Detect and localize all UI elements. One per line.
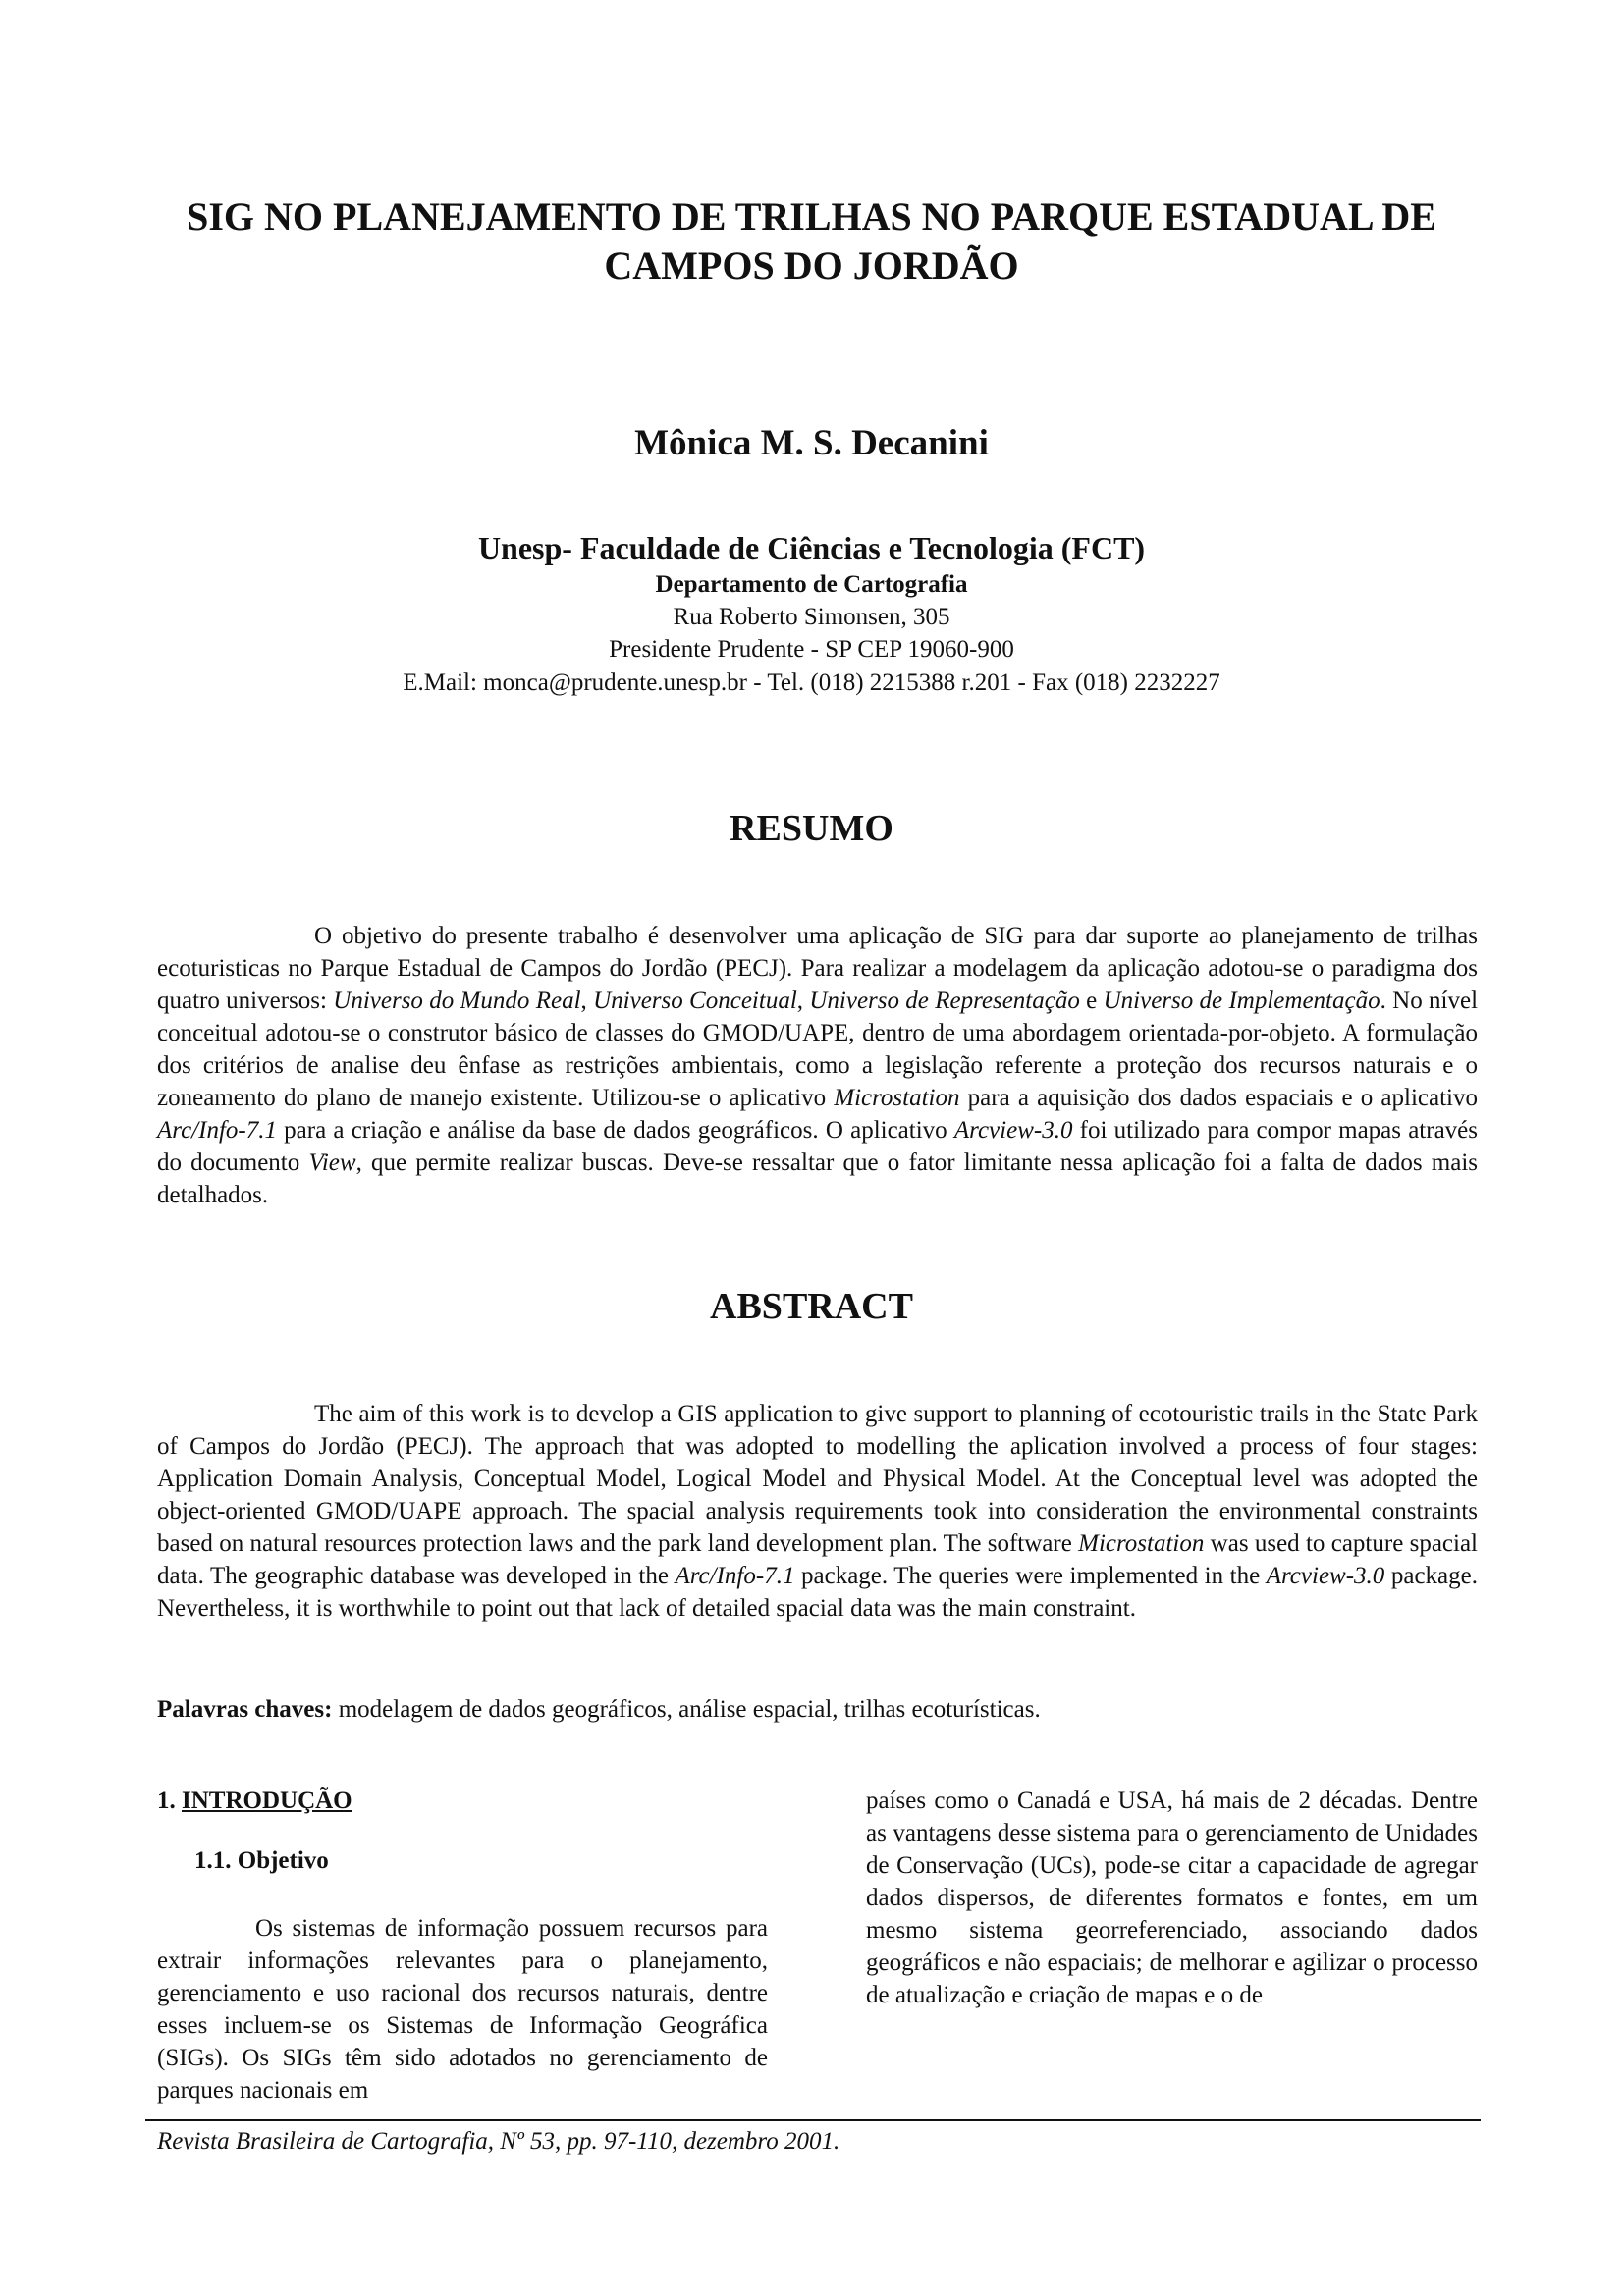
- term-universo-mundo-real: Universo do Mundo Real: [333, 988, 581, 1014]
- term-arcview: Arcview-3.0: [953, 1117, 1073, 1144]
- term-arcinfo: Arc/Info-7.1: [157, 1117, 277, 1144]
- intro-paragraph-right: países como o Canadá e USA, há mais de 2 décadas. Dentre as vantagens desse sistema para o gerenciamento de Unidades de Conservação (UCs), pode-se citar a capacidade de agregar dados dispersos, de diferentes formatos e fontes, em um mesmo sistema georreferenciado, associando dados geográficos e não espaciais; de melhorar e agilizar o processo de atualização e criação de mapas e o de: [866, 1788, 1478, 2008]
- term-view: View: [308, 1149, 356, 1176]
- term-arcview: Arcview-3.0: [1266, 1563, 1385, 1589]
- term-universo-representacao: Universo de Representação: [809, 988, 1080, 1014]
- affiliation-address: Rua Roberto Simonsen, 305: [673, 604, 950, 630]
- intro-right-column: [866, 1785, 1478, 2011]
- abstract-paragraph: The aim of this work is to develop a GIS application to give support to planning of ecotouristic trails in the State Park of Campos do Jordão (PECJ). The approach that was adopted to modelling the aplication involved a process of four stages: Application Domain Analysis, Conceptual Model, Logical Model and Physical Model. At the Conceptual level was adopted the object-oriented GMOD/UAPE approach. The spacial analysis requirements took into consideration the environmental constraints based on natural resources protection laws and the park land development plan. The software Microstation was used to capture spacial data. The geographic database was developed in the Arc/Info-7.1 package. The queries were implemented in the Arcview-3.0 package. Nevertheless, it is worthwhile to point out that lack of detailed spacial data was the main constraint.: [157, 1401, 1478, 1622]
- affiliation-city: Presidente Prudente - SP CEP 19060-900: [609, 636, 1014, 663]
- term-arcinfo: Arc/Info-7.1: [675, 1563, 795, 1589]
- abstract-heading: ABSTRACT: [710, 1286, 913, 1327]
- affiliation-contact: E.Mail: monca@prudente.unesp.br - Tel. (018) 2215388 r.201 - Fax (018) 2232227: [403, 669, 1220, 696]
- title-line-1: SIG NO PLANEJAMENTO DE TRILHAS NO PARQUE ESTADUAL DE: [187, 194, 1436, 239]
- footer-divider: [145, 2119, 1481, 2121]
- term-microstation: Microstation: [834, 1085, 960, 1111]
- term-universo-conceitual: Universo Conceitual: [593, 988, 797, 1014]
- intro-paragraph-left: Os sistemas de informação possuem recursos para extrair informações relevantes para o planejamento, gerenciamento e uso racional dos recursos naturais, dentre esses incluem-se os Sistemas de Informação Geográfica (SIGs). Os SIGs têm sido adotados no gerenciamento de parques nacionais em: [157, 1915, 768, 2104]
- author-name: Mônica M. S. Decanini: [634, 423, 989, 463]
- resumo-heading: RESUMO: [730, 808, 893, 849]
- affiliation-department: Departamento de Cartografia: [655, 571, 968, 598]
- affiliation-institution: Unesp- Faculdade de Ciências e Tecnologia (FCT): [477, 530, 1146, 565]
- section-1-heading: 1. INTRODUÇÃO: [157, 1788, 352, 1814]
- resumo-paragraph: O objetivo do presente trabalho é desenvolver uma aplicação de SIG para dar suporte ao planejamento de trilhas ecoturisticas no Parque Estadual de Campos do Jordão (PECJ). Para realizar a modelagem da aplicação adotou-se o paradigma dos quatro universos: Universo do Mundo Real, Universo Conceitual, Universo de Representação e Universo de Implementação. No nível conceitual adotou-se o construtor básico de classes do GMOD/UAPE, dentro de uma abordagem orientada-por-objeto. A formulação dos critérios de analise deu ênfase as restrições ambientais, como a legislação referente a proteção dos recursos naturais e o zoneamento do plano de manejo existente. Utilizou-se o aplicativo Microstation para a aquisição dos dados espaciais e o aplicativo Arc/Info-7.1 para a criação e análise da base de dados geográficos. O aplicativo Arcview-3.0 foi utilizado para compor mapas através do documento View, que permite realizar buscas. Deve-se ressaltar que o fator limitante nessa aplicação foi a falta de dados mais detalhados.: [157, 923, 1479, 1208]
- keywords-text: modelagem de dados geográficos, análise espacial, trilhas ecoturísticas.: [332, 1696, 1041, 1723]
- paper-title: [147, 192, 1476, 291]
- intro-left-column: [157, 1785, 768, 2107]
- subsection-1-1-heading: 1.1. Objetivo: [194, 1847, 329, 1874]
- footer-citation: Revista Brasileira de Cartografia, Nº 53, pp. 97-110, dezembro 2001.: [157, 2128, 840, 2155]
- term-microstation: Microstation: [1078, 1530, 1205, 1557]
- term-universo-implementacao: Universo de Implementação: [1103, 988, 1380, 1014]
- keywords: [157, 1693, 1478, 1726]
- title-line-2: CAMPOS DO JORDÃO: [604, 243, 1019, 288]
- keywords-label: Palavras chaves:: [157, 1696, 333, 1723]
